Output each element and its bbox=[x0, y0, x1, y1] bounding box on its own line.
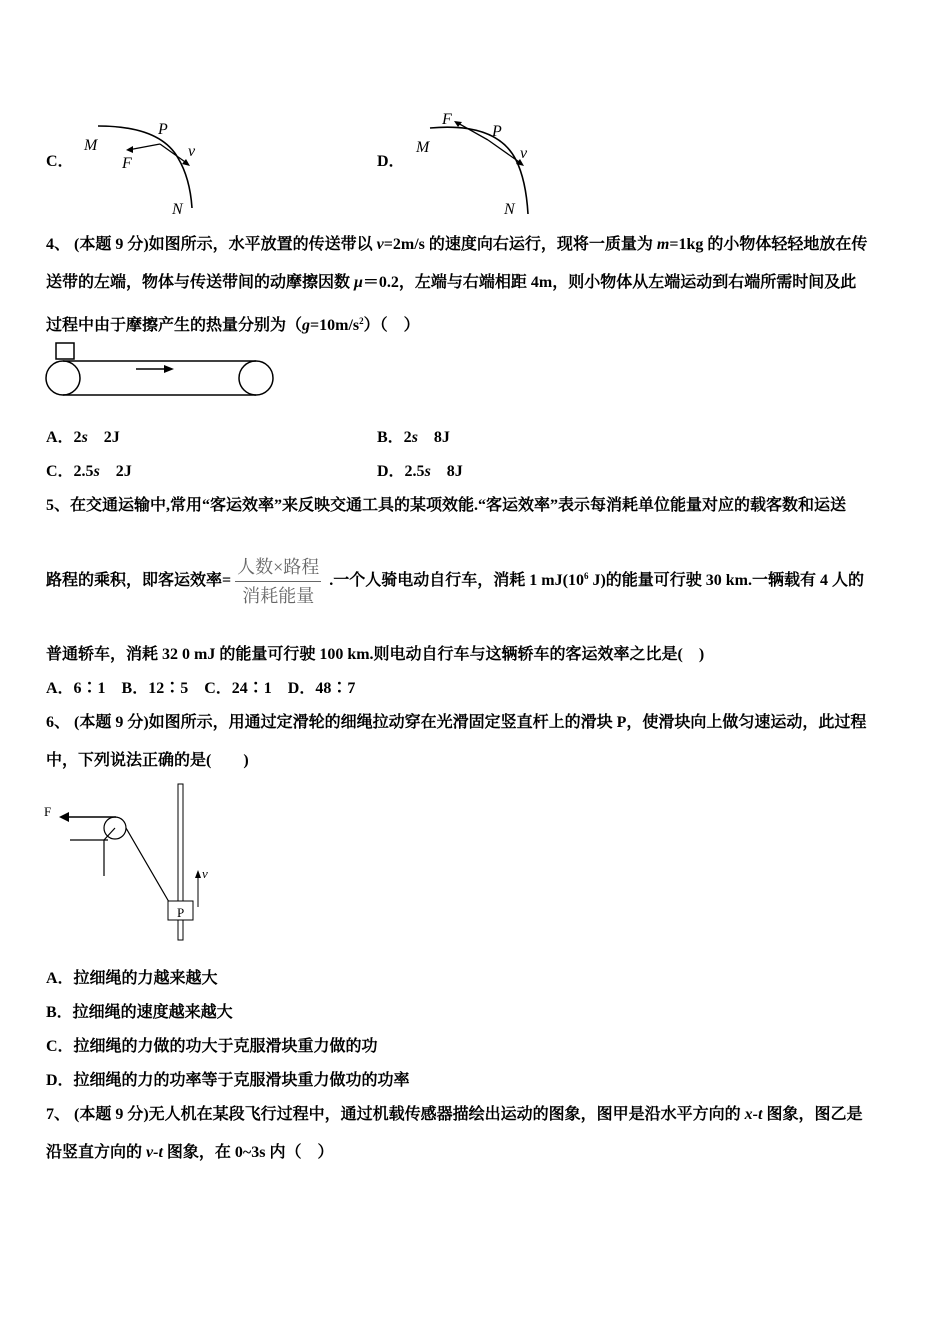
label-f: F bbox=[122, 155, 132, 172]
text: 2J bbox=[99, 463, 132, 480]
text: 8J bbox=[430, 463, 463, 480]
text: 7、 (本题 9 分)无人机在某段飞行过程中，通过机载传感器描绘出运动的图象，图甲是沿水平方向的 bbox=[46, 1106, 745, 1123]
q4-option-b[interactable] bbox=[377, 428, 450, 448]
superscript: 6 bbox=[583, 571, 589, 582]
var-g: g bbox=[302, 317, 311, 334]
option-c-label: C． bbox=[46, 153, 74, 170]
text: ）（ ） bbox=[363, 317, 420, 334]
label-p: P bbox=[158, 121, 168, 138]
label-m: M bbox=[84, 137, 98, 154]
option-c-diagram bbox=[80, 118, 210, 218]
q5-line-2 bbox=[46, 555, 864, 608]
q6-option-c[interactable]: C．拉细绳的力做的功大于克服滑块重力做的功 bbox=[46, 1038, 378, 1055]
text: J)的能量可行驶 30 km.一辆载有 4 人的 bbox=[588, 572, 865, 590]
text: ＝0.2，左端与右端相距 4m，则小物体从左端运动到右端所需时间及此 bbox=[362, 274, 857, 291]
q4-line-2 bbox=[46, 273, 856, 293]
option-d-diagram bbox=[412, 110, 542, 220]
unit: s bbox=[93, 463, 100, 480]
var-vt: v-t bbox=[146, 1144, 163, 1161]
label-p: P bbox=[492, 123, 502, 140]
q6-line-1: 6、 (本题 9 分)如图所示，用通过定滑轮的细绳拉动穿在光滑固定竖直杆上的滑块 P，使滑块向上做匀速运动，此过程 bbox=[46, 714, 867, 731]
text: 图象，图乙是 bbox=[762, 1106, 863, 1123]
text: 2J bbox=[87, 429, 120, 446]
text: 路程的乘积，即客运效率= bbox=[46, 572, 232, 590]
q5-line-3: 普通轿车，消耗 32 0 mJ 的能量可行驶 100 km.则电动自行车与这辆轿车的客运效率之比是( ) bbox=[46, 646, 705, 663]
q6-option-d[interactable]: D．拉细绳的力的功率等于克服滑块重力做功的功率 bbox=[46, 1072, 410, 1089]
option-d-label: D． bbox=[377, 153, 405, 170]
label-f: F bbox=[442, 111, 452, 128]
unit: s bbox=[424, 463, 431, 480]
q5-options: A．6∶1 B．12∶5 C．24∶1 D．48∶7 bbox=[46, 680, 356, 697]
label-v: v bbox=[202, 866, 208, 881]
label-v: v bbox=[520, 145, 528, 162]
label-n: N bbox=[504, 201, 515, 218]
q6-line-2: 中，下列说法正确的是( ) bbox=[46, 752, 249, 769]
text: A．2 bbox=[46, 429, 82, 446]
q7-line-1 bbox=[46, 1105, 862, 1125]
q6-option-b[interactable]: B．拉细绳的速度越来越大 bbox=[46, 1004, 233, 1021]
q4-option-a[interactable] bbox=[46, 428, 120, 448]
label-n: N bbox=[172, 201, 183, 218]
var-m: m bbox=[656, 236, 670, 253]
fraction-denominator: 消耗能量 bbox=[242, 586, 315, 606]
label-m: M bbox=[416, 139, 430, 156]
conveyor-belt-diagram bbox=[44, 340, 276, 398]
fraction-numerator: 人数×路程 bbox=[235, 555, 321, 582]
pulley-slider-diagram bbox=[40, 770, 280, 950]
q5-line-1: 5、在交通运输中,常用“客运效率”来反映交通工具的某项效能.“客运效率”表示每消耗单位能量对应的载客数和运送 bbox=[46, 497, 847, 514]
text: =10m/s bbox=[310, 317, 360, 334]
text: B．2 bbox=[377, 429, 412, 446]
superscript: 2 bbox=[359, 316, 364, 326]
text: C．2.5 bbox=[46, 463, 94, 480]
var-xt: x-t bbox=[744, 1106, 763, 1123]
q4-line-1 bbox=[46, 235, 867, 255]
q4-option-d[interactable] bbox=[377, 462, 463, 482]
var-mu: μ bbox=[354, 274, 363, 291]
text: .一个人骑电动自行车，消耗 1 mJ(10 bbox=[325, 572, 584, 590]
text: 过程中由于摩擦产生的热量分别为（ bbox=[46, 317, 303, 334]
text: =2m/s 的速度向右运行，现将一质量为 bbox=[383, 236, 657, 253]
unit: s bbox=[411, 429, 418, 446]
label-p: P bbox=[177, 905, 185, 920]
text: 4、 (本题 9 分)如图所示，水平放置的传送带以 bbox=[46, 236, 377, 253]
text: 图象，在 0~3s 内（ ） bbox=[162, 1144, 334, 1161]
text: 送带的左端，物体与传送带间的动摩擦因数 bbox=[46, 274, 355, 291]
text: 8J bbox=[417, 429, 450, 446]
unit: s bbox=[81, 429, 88, 446]
text: =1kg 的小物体轻轻地放在传 bbox=[669, 236, 868, 253]
label-v: v bbox=[188, 143, 196, 160]
text: 沿竖直方向的 bbox=[46, 1144, 147, 1161]
text: D．2.5 bbox=[377, 463, 425, 480]
q6-option-a[interactable]: A．拉细绳的力越来越大 bbox=[46, 970, 218, 987]
q4-line-3 bbox=[46, 311, 420, 336]
fraction bbox=[235, 555, 321, 608]
label-f: F bbox=[44, 804, 52, 819]
var-v: v bbox=[376, 236, 384, 253]
q7-line-2 bbox=[46, 1143, 333, 1163]
q4-option-c[interactable] bbox=[46, 462, 132, 482]
